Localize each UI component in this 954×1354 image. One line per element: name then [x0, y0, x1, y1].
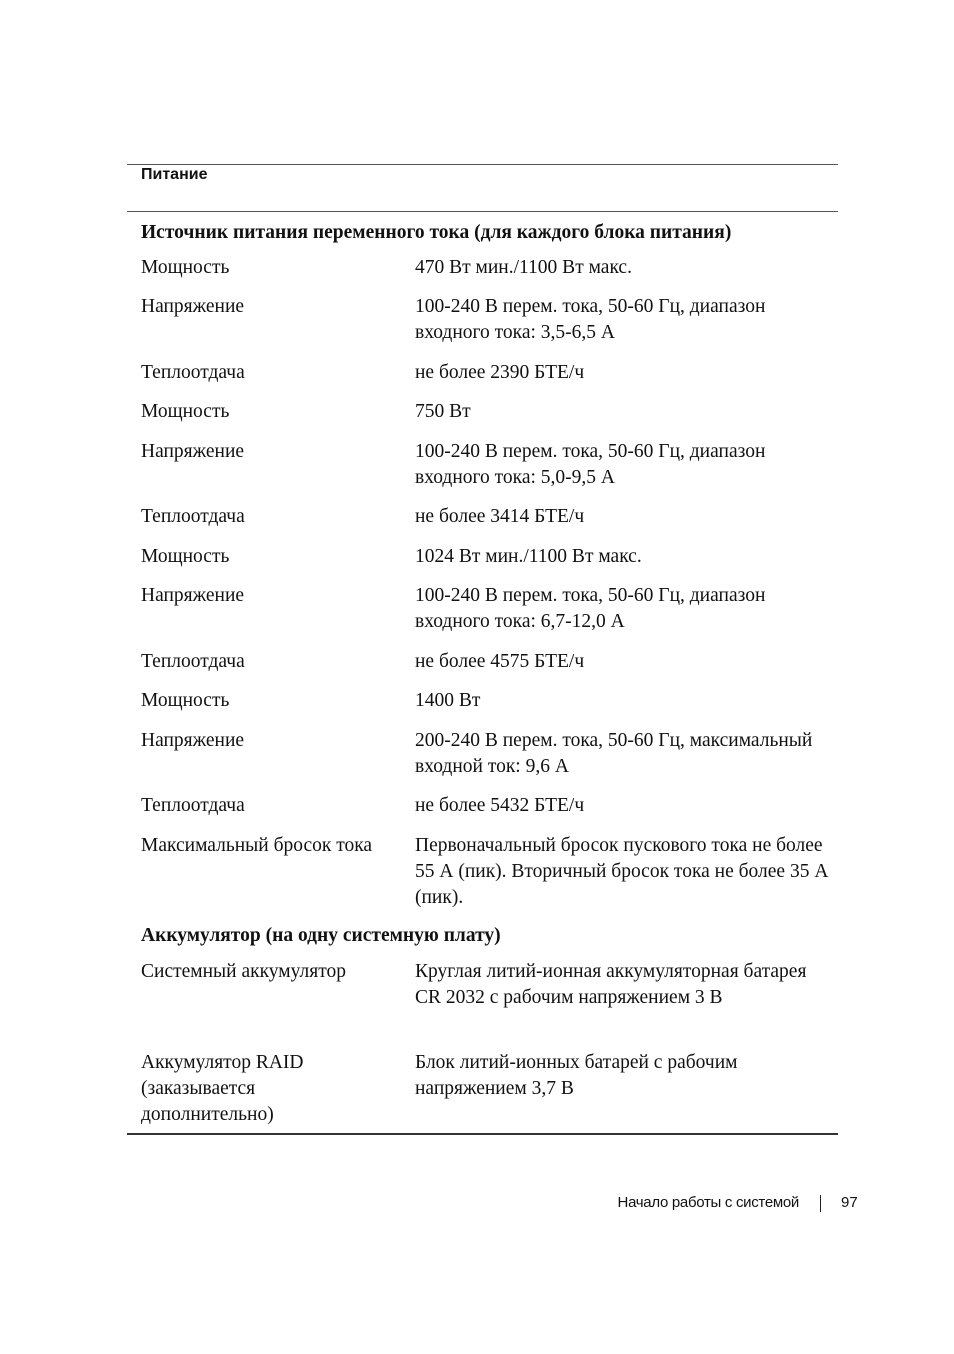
spec-value: 100-240 В перем. тока, 50-60 Гц, диапазон входного тока: 5,0-9,5 А	[415, 441, 766, 488]
spec-value: 1400 Вт	[415, 690, 481, 711]
spec-value: Первоначальный бросок пускового тока не более 55 А (пик). Вторичный бросок тока не более 35 А (пик).	[415, 835, 829, 908]
spec-label: Теплоотдача	[141, 795, 245, 816]
spec-label: Системный аккумулятор	[141, 961, 346, 982]
spec-value: не более 3414 БТЕ/ч	[415, 506, 585, 527]
spec-value: не более 4575 БТЕ/ч	[415, 651, 585, 672]
footer-title: Начало работы с системой	[617, 1194, 799, 1211]
spec-value: Круглая литий-ионная аккумуляторная батарея CR 2032 с рабочим напряжением 3 В	[415, 961, 807, 1008]
spec-label: Аккумулятор RAID (заказывается дополнительно)	[141, 1052, 304, 1125]
spec-label: Мощность	[141, 401, 230, 422]
spec-label: Напряжение	[141, 730, 245, 751]
spec-value: Блок литий-ионных батарей с рабочим напряжением 3,7 В	[415, 1052, 738, 1099]
spec-value: 470 Вт мин./1100 Вт макс.	[415, 257, 632, 278]
spec-label: Напряжение	[141, 441, 245, 462]
spec-label: Теплоотдача	[141, 506, 245, 527]
spec-value: 1024 Вт мин./1100 Вт макс.	[415, 546, 642, 567]
spec-value: 200-240 В перем. тока, 50-60 Гц, максимальный входной ток: 9,6 А	[415, 730, 813, 777]
spec-value: 100-240 В перем. тока, 50-60 Гц, диапазон входного тока: 3,5-6,5 А	[415, 296, 766, 343]
spec-value: 100-240 В перем. тока, 50-60 Гц, диапазон входного тока: 6,7-12,0 А	[415, 585, 766, 632]
spec-label: Напряжение	[141, 296, 245, 317]
page-number: 97	[841, 1194, 858, 1211]
spec-label: Мощность	[141, 546, 230, 567]
top-rule	[127, 164, 838, 165]
spec-value: не более 2390 БТЕ/ч	[415, 362, 585, 383]
bottom-rule	[127, 1133, 838, 1135]
battery-heading: Аккумулятор (на одну системную плату)	[141, 925, 501, 946]
spec-label: Максимальный бросок тока	[141, 835, 373, 856]
spec-label: Напряжение	[141, 585, 245, 606]
spec-label: Мощность	[141, 690, 230, 711]
section-title: Питание	[141, 166, 208, 183]
spec-label: Теплоотдача	[141, 651, 245, 672]
footer-separator	[820, 1195, 821, 1212]
spec-label: Мощность	[141, 257, 230, 278]
header-rule	[127, 211, 838, 212]
spec-value: 750 Вт	[415, 401, 471, 422]
spec-value: не более 5432 БТЕ/ч	[415, 795, 585, 816]
ac-supply-heading: Источник питания переменного тока (для каждого блока питания)	[141, 222, 732, 243]
spec-label: Теплоотдача	[141, 362, 245, 383]
